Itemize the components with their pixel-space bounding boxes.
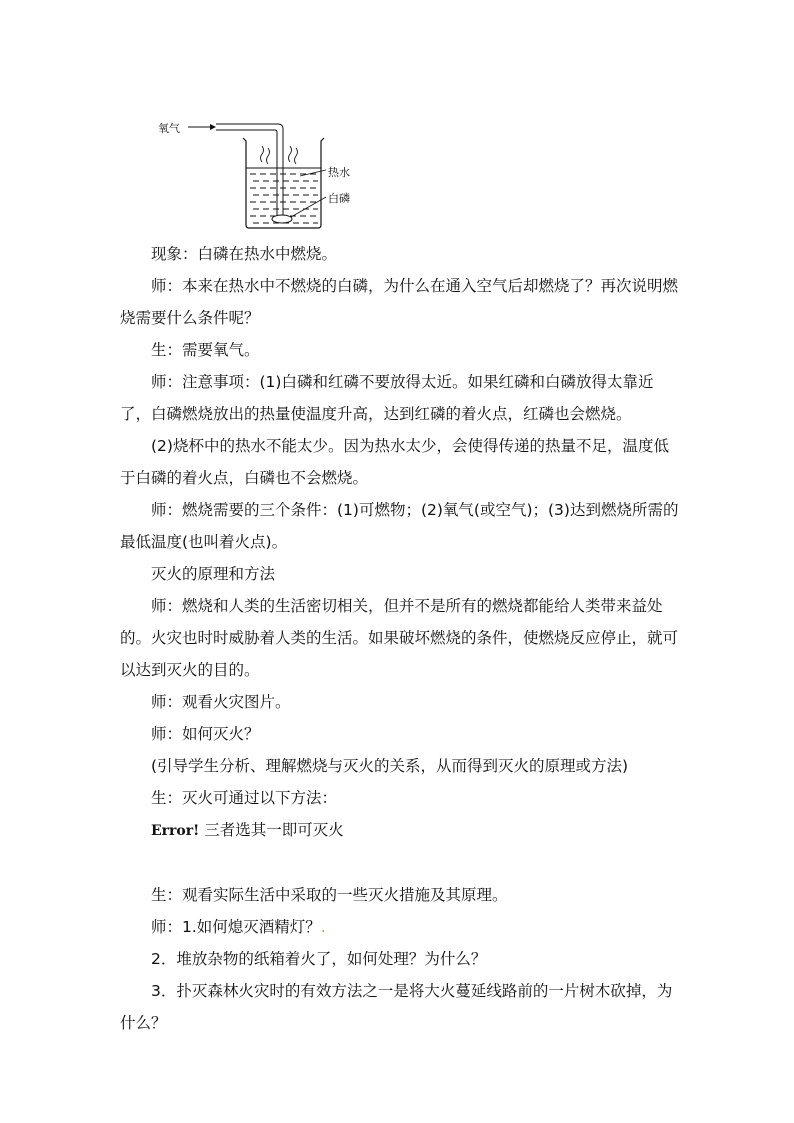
document-body [120,238,680,1039]
question-3: 3．扑灭森林火灾时的有效方法之一是将大火蔓延线路前的一片树木砍掉，为什么？ [120,982,673,1032]
paragraph-teacher-question: 师：本来在热水中不燃烧的白磷，为什么在通入空气后却燃烧了？再次说明燃烧需要什么条件呢？ [120,277,679,327]
paragraph-error [120,814,680,847]
question-1 [120,911,680,943]
hot-water-label: 热水 [328,166,350,179]
paragraph-how: 师：如何灭火？ [151,725,260,743]
paragraph-phenomenon: 现象：白磷在热水中燃烧。 [151,245,338,263]
paragraph-student-answer: 生：需要氧气。 [151,341,260,359]
white-phosphorus-label: 白磷 [328,192,350,205]
paragraph-guide: (引导学生分析、理解燃烧与灭火的关系，从而得到灭火的原理或方法) [151,757,629,775]
paragraph-notes-2: (2)烧杯中的热水不能太少。因为热水太少，会使得传递的热量不足，温度低于白磷的着火点，白磷也不会燃烧。 [120,437,669,487]
experiment-figure [150,110,380,235]
paragraph-notes-1: 师：注意事项：(1)白磷和红磷不要放得太近。如果红磷和白磷放得太靠近了，白磷燃烧放出的热量使温度升高，达到红磷的着火点，红磷也会燃烧。 [120,373,654,423]
paragraph-conditions: 师：燃烧需要的三个条件：(1)可燃物；(2)氧气(或空气)；(3)达到燃烧所需的最低温度(也叫着火点)。 [120,501,679,551]
paragraph-methods: 生：灭火可通过以下方法： [151,789,338,807]
paragraph-observe: 生：观看实际生活中采取的一些灭火措施及其原理。 [151,886,508,904]
question-1-text: 师：1.如何熄灭酒精灯？ [151,918,321,936]
beaker-diagram [150,110,380,235]
paragraph-intro: 师：燃烧和人类的生活密切相关，但并不是所有的燃烧都能给人类带来益处的。火灾也时时威胁着人类的生活。如果破坏燃烧的条件，使燃烧反应停止，就可以达到灭火的目的。 [120,597,679,679]
error-text: Error! [151,823,200,839]
error-followup: 三者选其一即可灭火 [199,821,344,839]
oxygen-label: 氧气 [158,122,180,135]
section-heading: 灭火的原理和方法 [151,565,276,583]
question-2: 2．堆放杂物的纸箱着火了，如何处理？为什么？ [151,950,487,968]
paragraph-pictures: 师：观看火灾图片。 [151,693,291,711]
question-1-dot: . [320,918,326,936]
blank-line [120,847,680,879]
